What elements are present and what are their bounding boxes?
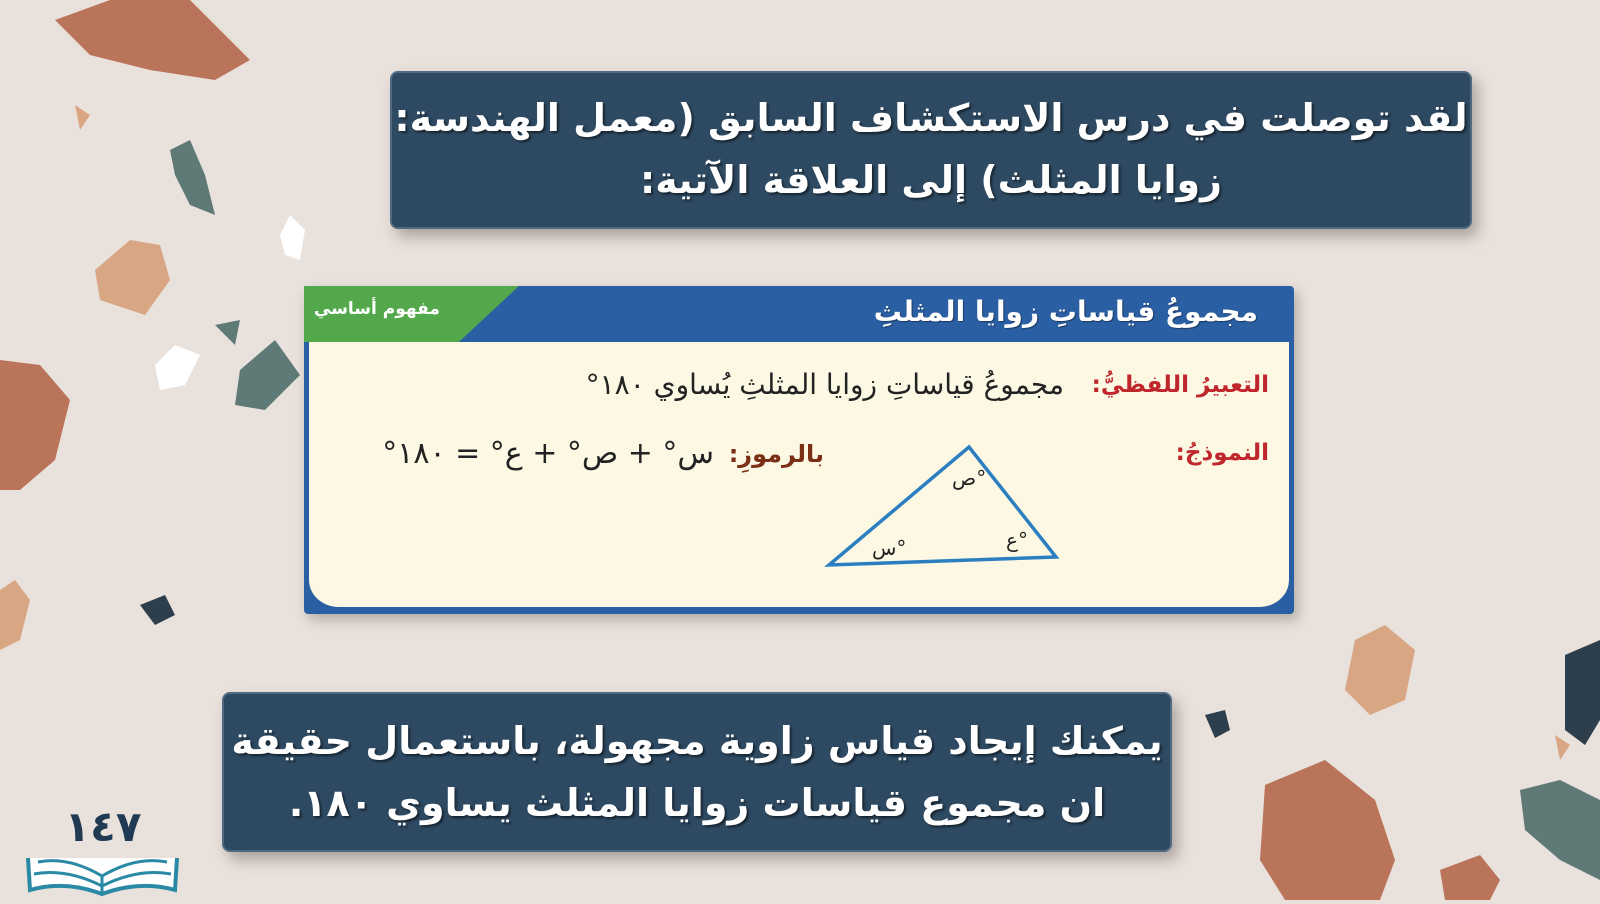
card-title: مجموعُ قياساتِ زوايا المثلثِ — [873, 295, 1258, 328]
card-body — [309, 342, 1289, 610]
verbal-expression-text: مجموعُ قياساتِ زوايا المثلثِ يُساوي ١٨٠° — [585, 368, 1064, 401]
vertex-label-right: ع° — [1006, 528, 1028, 552]
verbal-expression-label: التعبيرُ اللفظيُّ: — [1091, 372, 1269, 398]
vertex-label-top: ص° — [952, 466, 987, 490]
symbols-formula: س° + ص° + ع° = ١٨٠° — [382, 436, 714, 471]
conclusion-banner — [222, 692, 1172, 852]
triangle-diagram — [824, 437, 1064, 577]
conclusion-line-2: ان مجموع قياسات زوايا المثلث يساوي ١٨٠. — [288, 781, 1106, 825]
key-concept-card — [304, 286, 1294, 614]
symbols-label: بالرموزِ: — [728, 440, 824, 468]
page-number: ١٤٧ — [64, 802, 142, 851]
conclusion-line-1: يمكنك إيجاد قياس زاوية مجهولة، باستعمال حقيقة — [231, 719, 1163, 763]
intro-line-2: زوايا المثلث) إلى العلاقة الآتية: — [640, 158, 1222, 202]
page-number-badge — [20, 800, 185, 900]
intro-banner — [390, 71, 1472, 229]
vertex-label-left: س° — [872, 536, 907, 560]
intro-line-1: لقد توصلت في درس الاستكشاف السابق (معمل الهندسة: — [394, 96, 1468, 140]
card-header — [304, 286, 1294, 342]
model-label: النموذجُ: — [1175, 440, 1269, 466]
key-concept-badge-label: مفهوم أساسي — [314, 299, 440, 319]
